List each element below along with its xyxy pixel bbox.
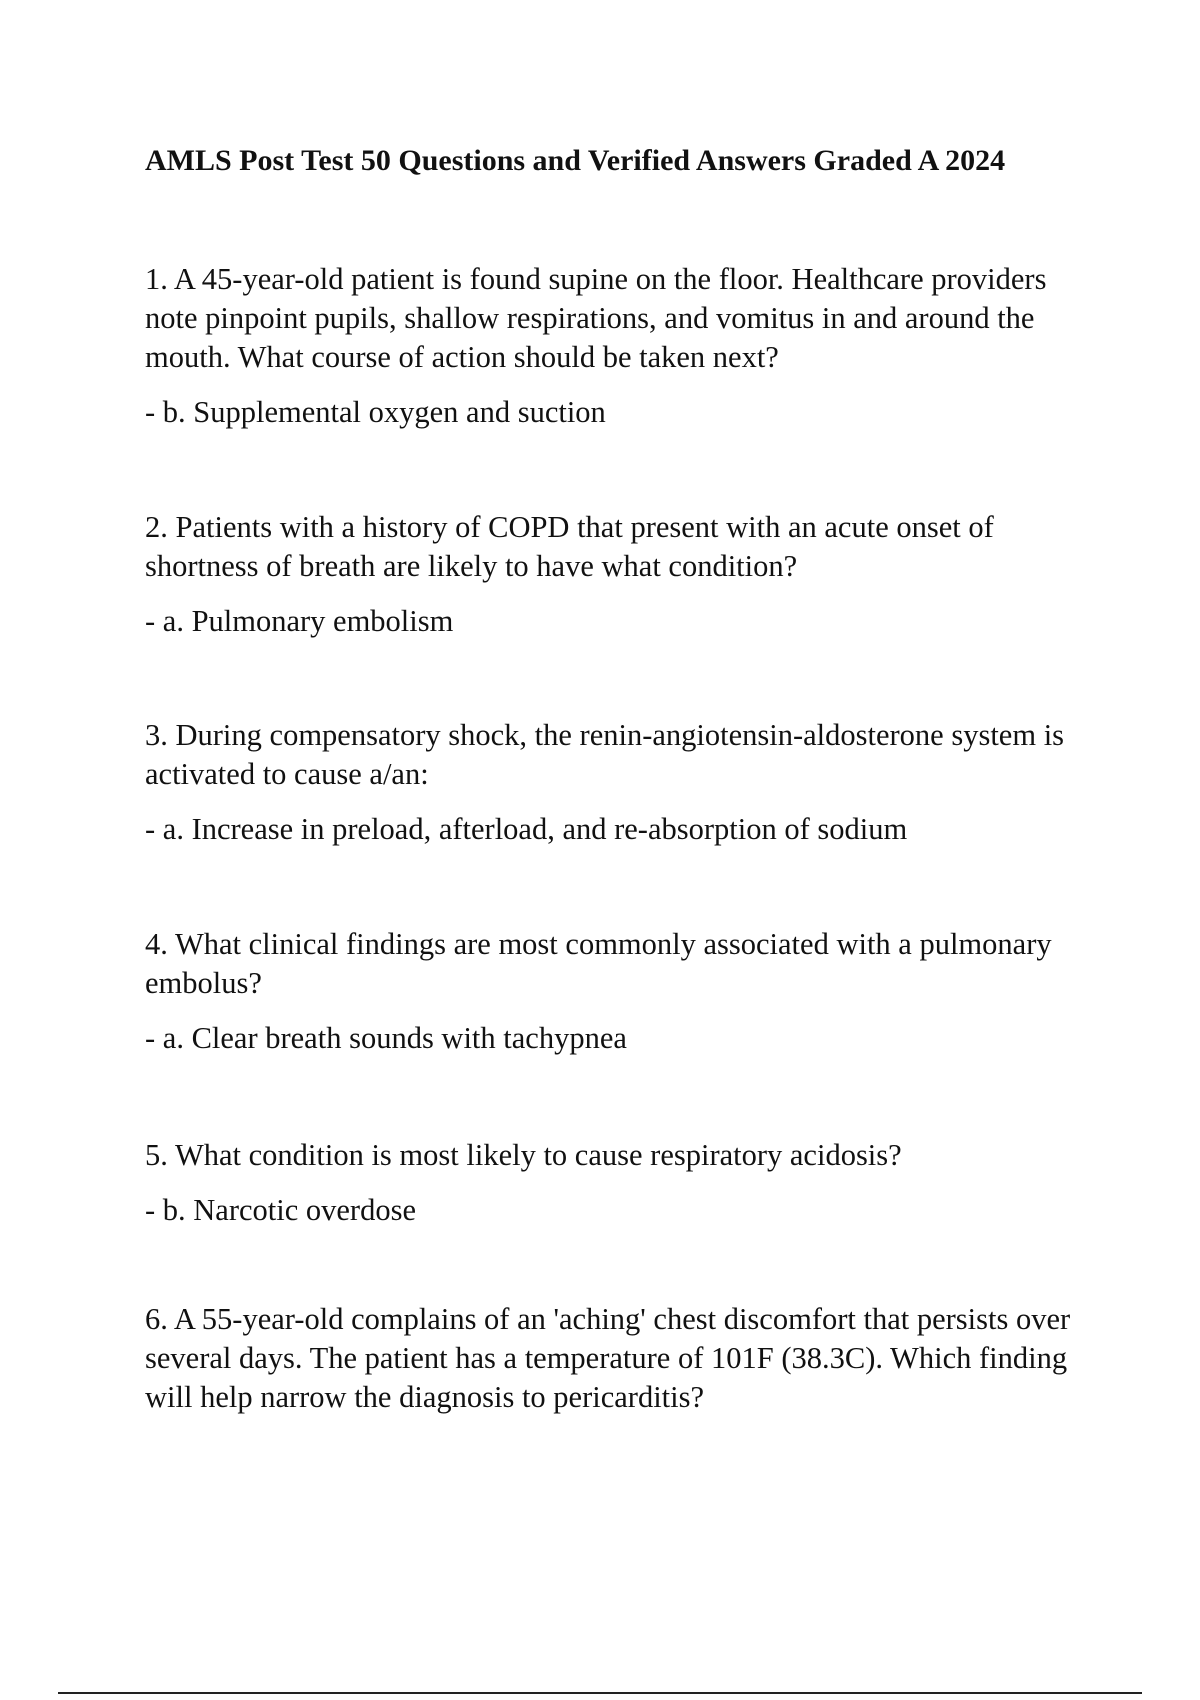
question-text: 3. During compensatory shock, the renin-angiotensin-aldosterone system is activated to cause a/an: <box>145 718 1065 791</box>
question-text: 6. A 55-year-old complains of an 'aching' chest discomfort that persists over several days. The patient has a temperature of 101F (38.3C). Which finding will help narrow the diagnosis to pericarditis? <box>145 1302 1071 1414</box>
answer-text: - b. Narcotic overdose <box>145 1193 417 1227</box>
page-bottom-rule <box>58 1692 1142 1694</box>
qa-item-6 <box>145 1300 1105 1417</box>
qa-item-3 <box>145 716 1105 849</box>
qa-item-2 <box>145 508 1105 641</box>
question-text: 4. What clinical findings are most commonly associated with a pulmonary embolus? <box>145 927 1052 1000</box>
answer-text: - b. Supplemental oxygen and suction <box>145 395 606 429</box>
question-text: 2. Patients with a history of COPD that present with an acute onset of shortness of breath are likely to have what condition? <box>145 510 994 583</box>
question-text: 5. What condition is most likely to cause respiratory acidosis? <box>145 1138 902 1172</box>
document-title: AMLS Post Test 50 Questions and Verified Answers Graded A 2024 <box>145 144 1006 177</box>
qa-item-5 <box>145 1136 1105 1230</box>
qa-item-1 <box>145 260 1105 432</box>
answer-text: - a. Pulmonary embolism <box>145 604 454 638</box>
question-text: 1. A 45-year-old patient is found supine on the floor. Healthcare providers note pinpoint pupils, shallow respirations, and vomitus in and around the mouth. What course of action should be taken next? <box>145 262 1047 374</box>
answer-text: - a. Increase in preload, afterload, and re-absorption of sodium <box>145 812 908 846</box>
qa-item-4 <box>145 925 1105 1058</box>
answer-text: - a. Clear breath sounds with tachypnea <box>145 1021 627 1055</box>
